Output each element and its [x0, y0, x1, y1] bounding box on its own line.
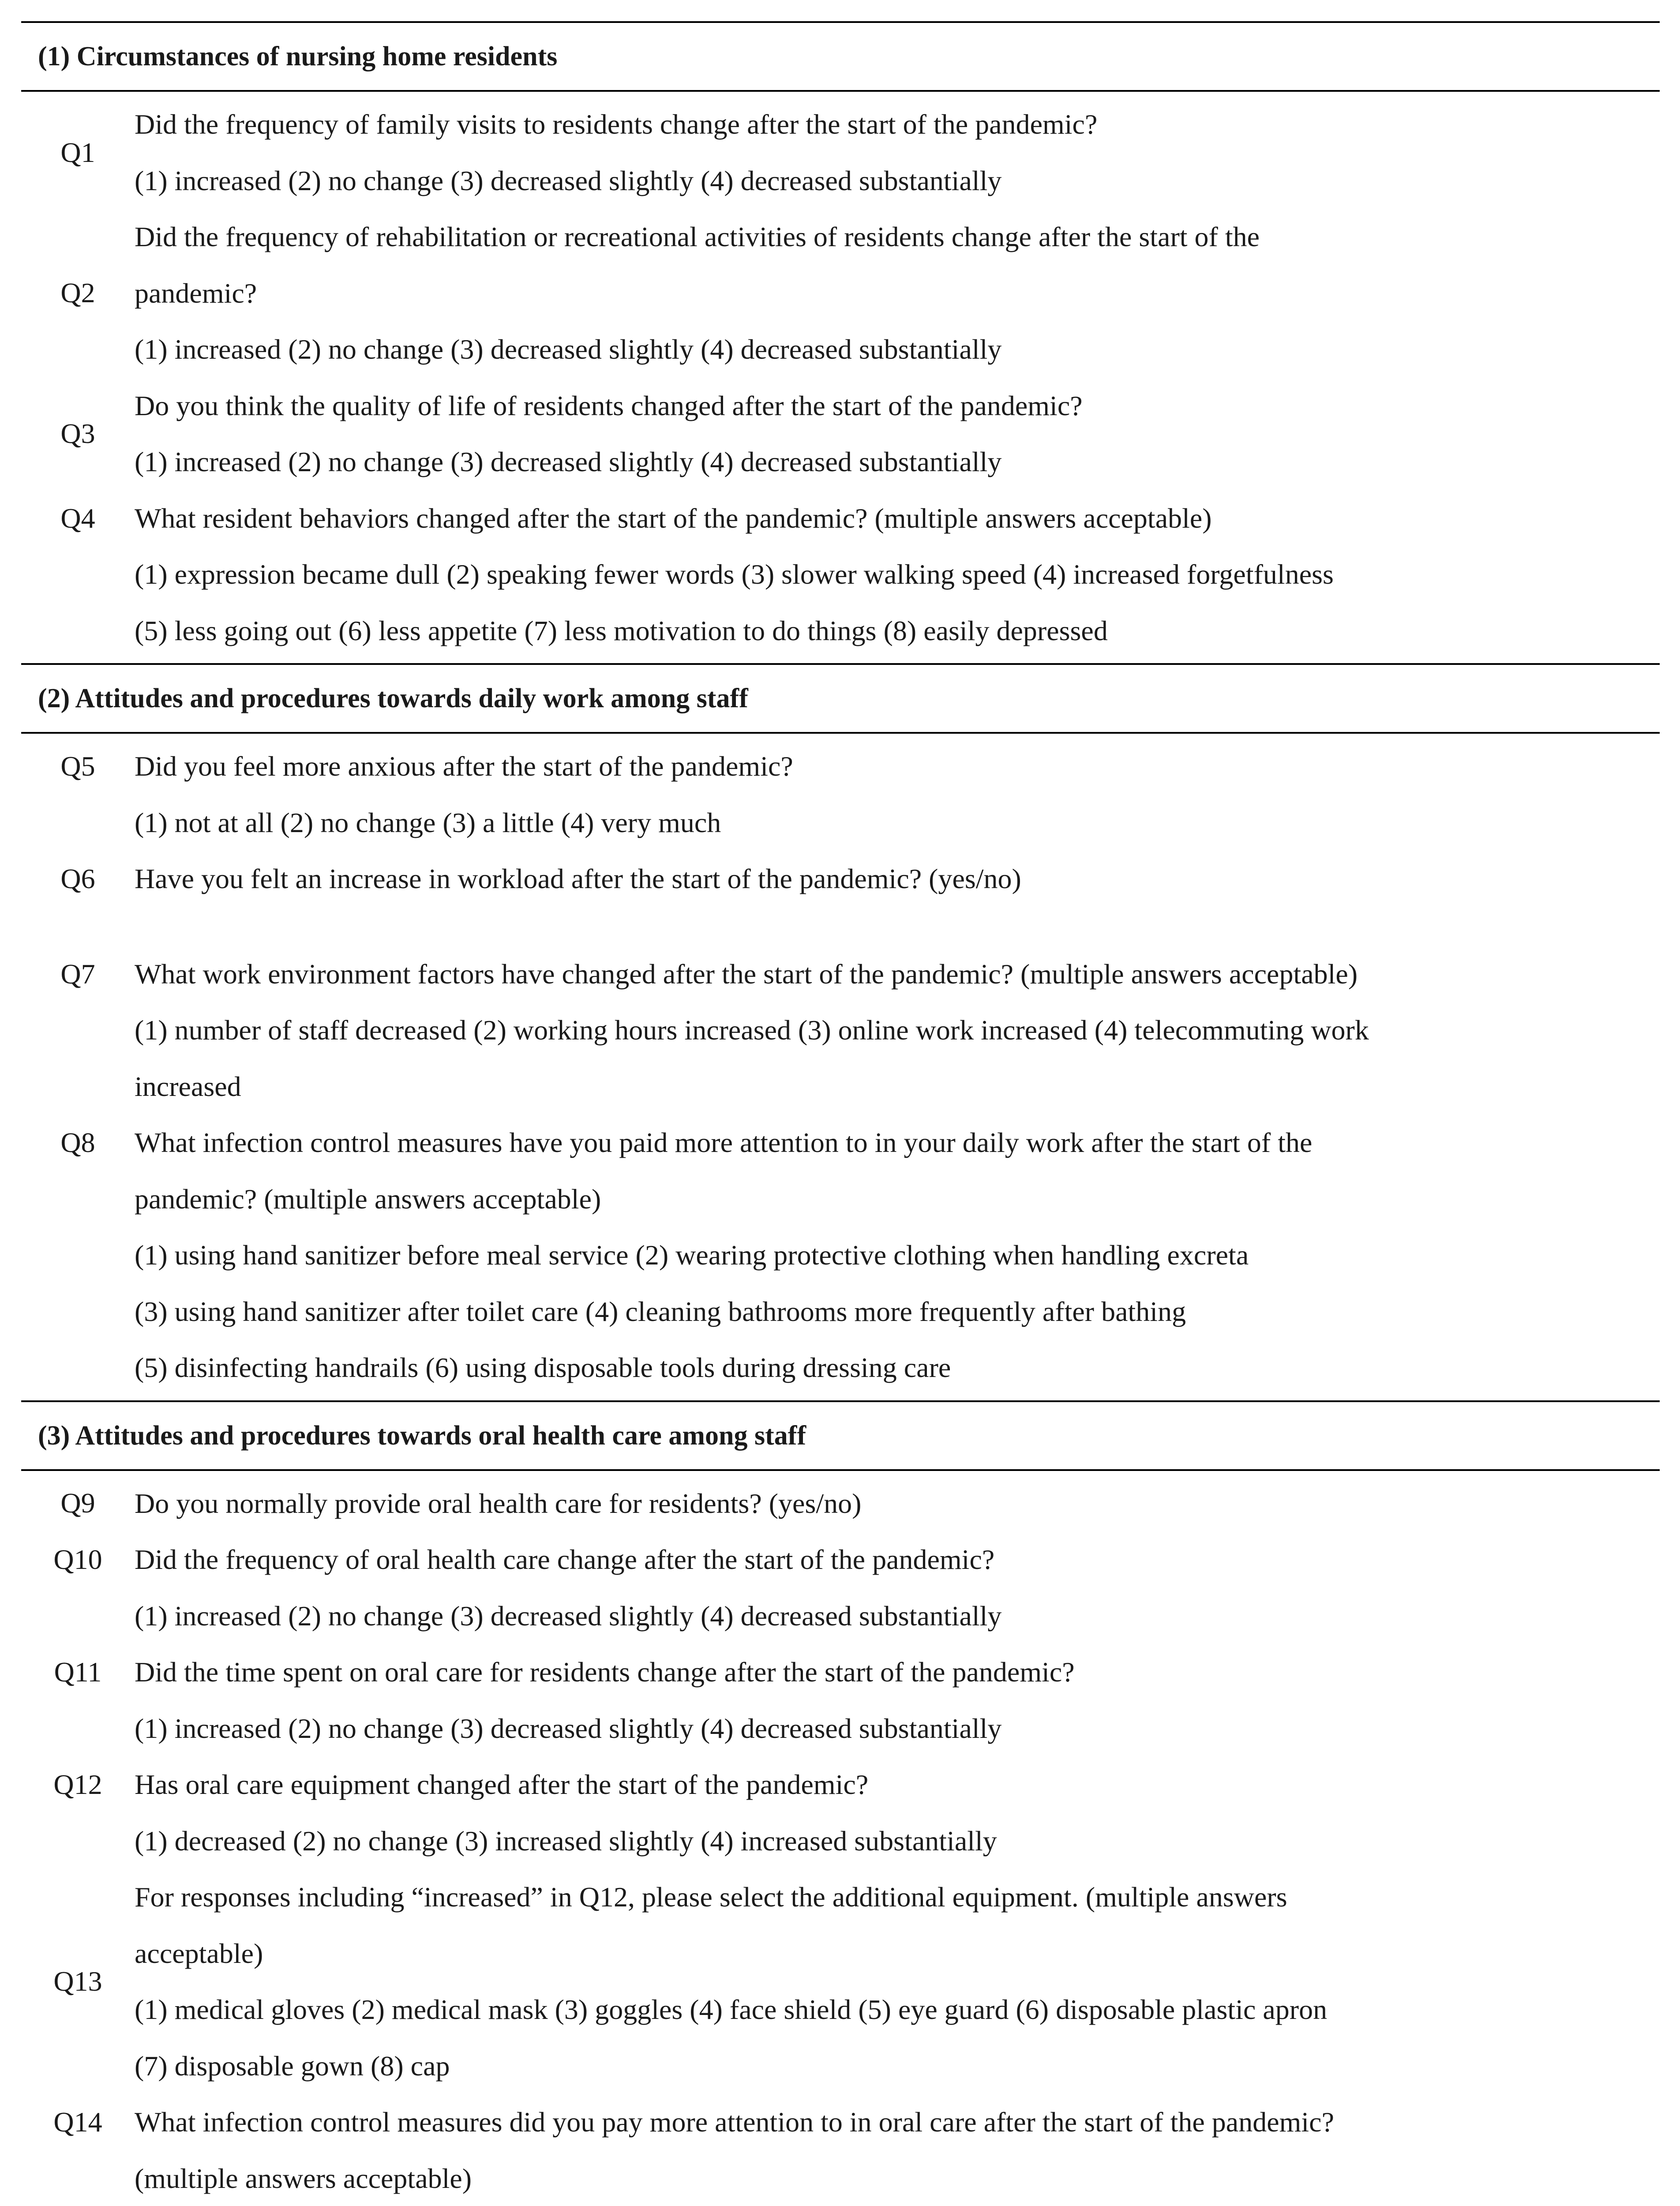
- answer-options: (1) not at all (2) no change (3) a little (4) very much: [135, 807, 721, 838]
- answer-options: increased: [135, 1070, 241, 1102]
- answer-options: (1) increased (2) no change (3) decreased slightly (4) decreased substantially: [135, 165, 1002, 196]
- question-q12: [21, 1756, 1660, 1869]
- question-text: What infection control measures did you pay more attention to in oral care after the start of the pandemic?: [135, 2106, 1334, 2138]
- question-text: pandemic?: [135, 277, 257, 309]
- question-text: pandemic? (multiple answers acceptable): [135, 1183, 601, 1215]
- question-number: Q10: [53, 1544, 102, 1575]
- question-text: acceptable): [135, 1937, 263, 1969]
- question-text: Did the frequency of family visits to residents change after the start of the pandemic?: [135, 109, 1098, 140]
- answer-options: (1) increased (2) no change (3) decreased slightly (4) decreased substantially: [135, 446, 1002, 477]
- question-q6: [21, 851, 1660, 907]
- question-number: Q7: [60, 958, 95, 990]
- question-q3: [21, 378, 1660, 490]
- answer-options: (1) expression became dull (2) speaking fewer words (3) slower walking speed (4) increased forgetfulness: [135, 559, 1334, 590]
- question-q4: [21, 490, 1660, 659]
- question-q9: [21, 1475, 1660, 1532]
- section-title-oral-care: (3) Attitudes and procedures towards oral health care among staff: [38, 1420, 806, 1451]
- question-q14: [21, 2094, 1660, 2206]
- question-q5: [21, 738, 1660, 851]
- answer-options: (1) increased (2) no change (3) decreased slightly (4) decreased substantially: [135, 1600, 1002, 1632]
- question-text: Do you think the quality of life of residents changed after the start of the pandemic?: [135, 390, 1083, 421]
- answer-options: (3) using hand sanitizer after toilet care (4) cleaning bathrooms more frequently after bathing: [135, 1295, 1186, 1327]
- question-number: Q13: [53, 1966, 102, 1997]
- question-q2: [21, 209, 1660, 378]
- section-title-daily-work: (2) Attitudes and procedures towards daily work among staff: [38, 683, 748, 713]
- section-title-residents: (1) Circumstances of nursing home residents: [38, 41, 558, 71]
- question-text: What resident behaviors changed after the start of the pandemic? (multiple answers acceptable): [135, 502, 1212, 534]
- answer-options: (5) disinfecting handrails (6) using disposable tools during dressing care: [135, 1352, 951, 1383]
- question-number: Q5: [60, 750, 95, 782]
- question-text: Did you feel more anxious after the start of the pandemic?: [135, 750, 793, 782]
- question-number: Q12: [53, 1769, 102, 1800]
- question-q8: [21, 1114, 1660, 1396]
- question-text: Did the time spent on oral care for residents change after the start of the pandemic?: [135, 1656, 1075, 1688]
- question-text: (multiple answers acceptable): [135, 2162, 472, 2194]
- question-text: Have you felt an increase in workload after the start of the pandemic? (yes/no): [135, 863, 1021, 894]
- question-text: What work environment factors have changed after the start of the pandemic? (multiple answers acceptable): [135, 958, 1358, 990]
- question-number: Q1: [60, 136, 95, 168]
- question-number: Q2: [60, 277, 95, 309]
- question-text: Has oral care equipment changed after the start of the pandemic?: [135, 1769, 869, 1800]
- section-body-residents: [21, 92, 1660, 663]
- question-text: For responses including “increased” in Q12, please select the additional equipment. (multiple answers: [135, 1881, 1287, 1913]
- question-number: Q11: [54, 1656, 102, 1688]
- section-body-oral-care: [21, 1471, 1660, 2206]
- question-q11: [21, 1644, 1660, 1756]
- answer-options: (1) decreased (2) no change (3) increased slightly (4) increased substantially: [135, 1825, 997, 1857]
- question-text: What infection control measures have you paid more attention to in your daily work after the start of the: [135, 1127, 1312, 1158]
- question-q10: [21, 1531, 1660, 1644]
- question-q1: [21, 96, 1660, 209]
- question-number: Q8: [60, 1127, 95, 1158]
- question-text: Did the frequency of rehabilitation or recreational activities of residents change after the start of the: [135, 221, 1260, 252]
- questionnaire-table: [21, 21, 1660, 2206]
- question-number: Q4: [60, 502, 95, 534]
- answer-options: (1) using hand sanitizer before meal service (2) wearing protective clothing when handling excreta: [135, 1239, 1249, 1271]
- answer-options: (1) increased (2) no change (3) decreased slightly (4) decreased substantially: [135, 1712, 1002, 1744]
- answer-options: (5) less going out (6) less appetite (7) less motivation to do things (8) easily depressed: [135, 615, 1108, 646]
- question-q7: [21, 946, 1660, 1115]
- question-text: Did the frequency of oral health care change after the start of the pandemic?: [135, 1544, 995, 1575]
- question-number: Q9: [60, 1487, 95, 1519]
- answer-options: (1) medical gloves (2) medical mask (3) goggles (4) face shield (5) eye guard (6) disposable plastic apron: [135, 1994, 1328, 2025]
- answer-options: (1) number of staff decreased (2) working hours increased (3) online work increased (4) telecommuting work: [135, 1014, 1369, 1046]
- question-q13: [21, 1869, 1660, 2094]
- question-number: Q6: [60, 863, 95, 894]
- question-number: Q3: [60, 418, 95, 449]
- answer-options: (7) disposable gown (8) cap: [135, 2050, 450, 2082]
- question-number: Q14: [53, 2106, 102, 2138]
- section-body-daily-work: [21, 734, 1660, 1400]
- answer-options: (1) increased (2) no change (3) decreased slightly (4) decreased substantially: [135, 334, 1002, 365]
- question-text: Do you normally provide oral health care for residents? (yes/no): [135, 1487, 862, 1519]
